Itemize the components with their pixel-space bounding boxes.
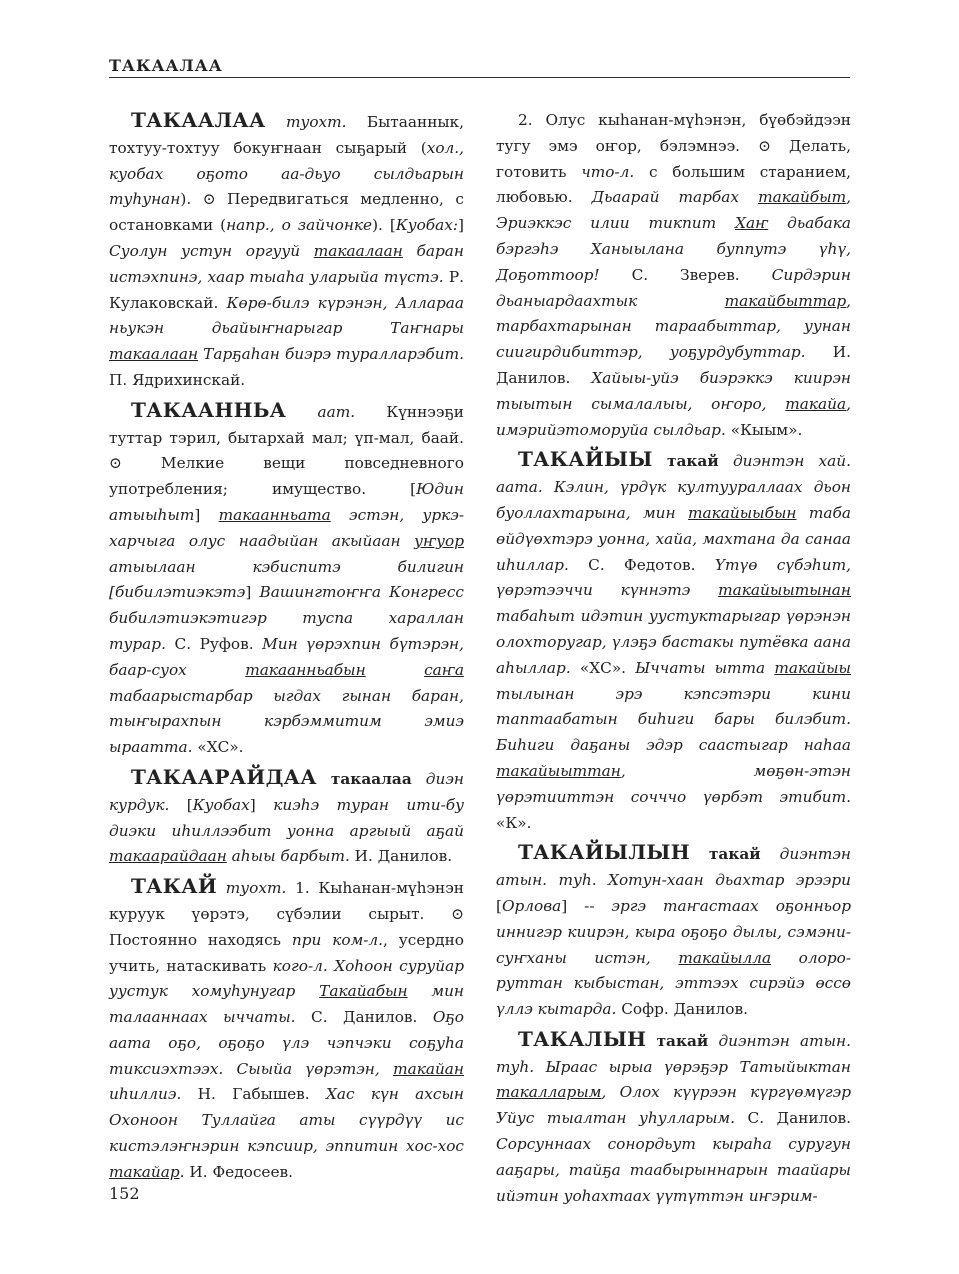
entry-text: Орлова <box>501 896 562 915</box>
entry-text: Н. Габышев. <box>181 1085 326 1104</box>
entry-text: Оҕо аата оҕо, оҕоҕо үлэ чэпчэки соҕуһа тиксиэхтээх. Сыыйа үөрэтэн, <box>109 1008 464 1078</box>
dictionary-entry <box>496 1027 851 1210</box>
dictionary-entry <box>496 447 851 836</box>
dictionary-entry <box>109 108 464 394</box>
entry-text: Күннээҕи туттар тэрил, бытархай мал; үп-мал, баай. ⊙ Мелкие вещи повседневного употребления; имущество. [ <box>109 402 464 499</box>
entry-text: иһиллиэ. <box>109 1085 182 1104</box>
underlined-example-word: такаанньабын <box>245 660 366 679</box>
entry-text: ] <box>194 505 219 524</box>
cross-reference: такай <box>656 1031 709 1050</box>
entry-text: [ <box>169 795 193 814</box>
entry-text: С. Руфов. <box>165 634 263 653</box>
entry-text: , Олох күүрээн күргүөмүгэр Уйус тыалтан уһулларым. <box>496 1083 851 1128</box>
entry-text: тылынан эрэ кэпсэтэри кини таптаабатын биһиги бары билэбит. Биһиги даҕаны эдэр саастыгар наһаа <box>496 684 851 755</box>
underlined-example-word: такаанньата <box>218 505 331 524</box>
entry-text: баран истэхпинэ, хаар тыаһа уларыйа түстэ. <box>109 241 464 286</box>
entry-text: Куобах: <box>395 216 459 235</box>
entry-text: Мин үөрэхпин бүтэрэн, баар-суох <box>109 634 464 679</box>
entry-text: кого-л. <box>272 956 328 975</box>
entry-text: эргэ таҥастаах оҕонньор иннигэр киирэн, кыра оҕоҕо дылы, сэмэни-суҥханы истэн, <box>496 896 851 967</box>
entry-text: при ком-л. <box>291 930 384 949</box>
underlined-example-word: такаалаан <box>109 345 199 364</box>
entry-text: С. Зверев. <box>599 265 772 284</box>
entry-text: атыылаан кэбиспитэ билигин [ <box>109 557 464 602</box>
underlined-example-word: такалларым <box>496 1083 602 1102</box>
entry-text: . <box>179 1162 185 1181</box>
underlined-example-word: такайар <box>109 1162 180 1181</box>
underlined-example-word: такайыы <box>774 658 852 677</box>
page-number: 152 <box>109 1184 140 1203</box>
entry-text: Хоһоон суруйар уустук хомуһунугар <box>109 956 464 1001</box>
dictionary-entry <box>109 765 464 870</box>
entry-text: , усердно учить, натаскивать <box>109 930 464 975</box>
entry-text: мин талааннаах ыччаты. <box>109 982 464 1027</box>
entry-text: киэһэ туран ити-бу диэки иһиллээбит уонна аргыый аҕай <box>109 795 464 840</box>
dictionary-entry <box>109 874 464 1186</box>
entry-text: И. Данилов. <box>496 343 851 387</box>
entry-text: Үтүө сүбэһит, үөрэтээччи күннэтэ <box>496 555 851 600</box>
underlined-example-word: саҥа <box>424 660 464 679</box>
entry-text: ). [ <box>372 216 396 235</box>
entry-text: табаарыстарбар ыгдах гынан баран, тыҥырахпын кэрбэммитим эмиэ ыраатта. <box>109 686 464 757</box>
entry-text: Көрө-билэ күрэнэн, Аллараа ньукэн дьайыҥнарыгар Таҥнары <box>109 293 464 338</box>
entry-text: Куобах <box>192 795 250 814</box>
headword: ТАКААРАЙДАА <box>131 764 317 789</box>
entry-text <box>366 661 424 679</box>
entry-text: ] <box>245 583 260 602</box>
entry-text: Бытааннык, тохтуу-тохтуу бокуҥнаан сыҕарый ( <box>109 113 464 157</box>
headword: ТАКАЛЫН <box>518 1026 647 1051</box>
underlined-example-word: такайыыбын <box>687 503 797 522</box>
underlined-example-word: уҥуор <box>414 531 464 550</box>
entry-text: Суолун устун оргууй <box>109 241 314 260</box>
entry-text <box>646 1032 656 1050</box>
entry-text <box>266 113 286 131</box>
entry-text: с большим старанием, любовью. <box>496 162 852 207</box>
underlined-example-word: такайан <box>393 1059 464 1078</box>
header-rule <box>109 77 850 78</box>
entry-text: ] -- <box>561 896 612 915</box>
entry-text: диэн курдук. <box>109 769 464 814</box>
running-head: ТАКААЛАА <box>109 56 223 75</box>
entry-text: ] <box>249 795 274 814</box>
cross-reference: такай <box>666 452 719 471</box>
entry-text: аһыы барбыт. <box>226 847 350 866</box>
entry-text: ). ⊙ Передвигаться медленно, с остановками ( <box>109 190 464 235</box>
entry-text <box>286 403 317 421</box>
entry-text: «К». <box>496 813 532 832</box>
entry-text <box>690 845 709 863</box>
underlined-example-word: такаалаан <box>313 241 403 260</box>
cross-reference: такаалаа <box>330 769 412 788</box>
entry-text: дьабака бэргэһэ Ханыылана буппутэ үһү, Доҕоттоор! <box>496 214 851 284</box>
underlined-example-word: такайылла <box>678 948 772 967</box>
entry-text: Софр. Данилов. <box>616 1000 748 1019</box>
entry-text: Дьаарай тарбах <box>591 188 759 207</box>
underlined-example-word: такайбыт <box>758 188 847 207</box>
entry-text: Сирдэрин дьаныардаахтык <box>496 265 851 310</box>
cross-reference: такай <box>708 845 761 864</box>
underlined-example-word: такайа <box>785 394 847 413</box>
entry-text: бибилэтиэкэтэ <box>114 583 246 602</box>
grammar-label: туохт. <box>225 879 287 898</box>
entry-text: «ХС». <box>192 738 244 757</box>
dictionary-entry <box>109 398 464 761</box>
entry-text: таба өйдүөхтэрэ уонна, хайа, махтана да санаа иһиллар. <box>496 503 851 574</box>
entry-text: эстэн, уркэ-харчыга олус наадыйан акыйаан <box>109 505 464 550</box>
entry-text: Хас күн ахсын Охоноон Туллайга аты сүүрдүү ис кистэлэҥнэрин кэпсиир, эппитин хос-хос <box>109 1085 465 1156</box>
entry-text: Р. Кулаковскай. <box>109 267 464 312</box>
headword: ТАКААЛАА <box>131 108 266 132</box>
grammar-label: аат. <box>317 402 356 421</box>
entry-text: С. Данилов. <box>734 1109 852 1128</box>
entry-text: Тарҕаһан биэрэ туралларэбит. <box>198 345 464 364</box>
entry-text <box>653 452 667 470</box>
entry-text: Ыччаты ытта <box>635 658 775 677</box>
underlined-example-word: такайыытынан <box>718 581 851 600</box>
entry-text: , мөҕөн-этэн үөрэтииттэн сочччо үөрбэт этибит. <box>496 761 851 806</box>
headword: ТАКАЙЫЛЫН <box>518 840 690 865</box>
grammar-label: туохт. <box>285 113 347 131</box>
entry-text: , тарбахтарынан тараабыттар, уунан сиигирдибиттэр, уоҕурдубуттар. <box>496 291 851 362</box>
entry-text: И. Данилов. <box>349 847 453 866</box>
entry-text: «Кыым». <box>725 420 803 439</box>
left-column <box>109 108 464 1190</box>
entry-text: [ <box>496 896 502 915</box>
dictionary-entry <box>496 840 851 1023</box>
entry-text: напр., о зайчонке <box>226 216 373 235</box>
entry-text: диэнтэн атын. туһ. Хотун-хаан дьахтар эрээри <box>496 845 851 890</box>
entry-text: С. Данилов. <box>295 1008 433 1027</box>
entry-text: диэнтэн атын. туһ. Ыраас ырыа үөрэҕэр Татыйыктан <box>496 1031 851 1076</box>
entry-text: 2. Олус кыһанан-мүһэнэн, бүөбэйдээн тугу эмэ оҥор, бэлэмнээ. ⊙ Делать, готовить <box>496 111 851 181</box>
entry-text: табаһыт идэтин уустуктарыгар үөрэнэн олохторугар, үлэҕэ бастакы путёвка аана аһыллар. <box>496 607 851 677</box>
entry-text <box>217 879 226 897</box>
right-column <box>496 108 851 1213</box>
entry-text: С. Федотов. <box>568 555 715 574</box>
entry-text <box>317 770 331 788</box>
underlined-example-word: такайбыттар <box>724 291 847 310</box>
underlined-example-word: Такайабын <box>319 982 408 1001</box>
entry-text: диэнтэн хай. аата. Кэлин, үрдүк култуураллаах дьон буоллахтарына, мин <box>496 452 851 522</box>
entry-text: хол., куобах оҕото аа-дьуо сылдьарын туһунан <box>109 138 464 209</box>
entry-text: Юдин атыыһыт <box>109 480 464 524</box>
underlined-example-word: Хаҥ <box>735 214 769 233</box>
entry-text: , имэрийэтоморуйа сылдьар. <box>496 394 851 439</box>
entry-text: Вашингтоҥҥа Конгресс бибилэтиэкэтигэр туспа хараллан турар. <box>109 583 464 653</box>
dictionary-entry <box>496 108 851 443</box>
entry-text: что-л. <box>581 162 635 181</box>
headword: ТАКАЙ <box>131 874 218 899</box>
headword: ТАКАЙЫЫ <box>518 447 653 472</box>
entry-text: И. Федосеев. <box>184 1162 293 1181</box>
entry-text: П. Ядрихинскай. <box>109 370 246 389</box>
underlined-example-word: такаарайдаан <box>109 847 227 866</box>
underlined-example-word: такайыыттан <box>496 761 621 780</box>
entry-text: Хайыы-уйэ биэрэккэ киирэн тыытын сымалалыы, оҥоро, <box>496 368 851 413</box>
entry-text: Сорсуннаах сонордьут кыраһа суругун ааҕары, тайҕа таабырыннарын таайары ийэтин уоһахтаах үүтүттэн иҥэрим- <box>496 1135 851 1205</box>
entry-text: «ХС». <box>570 658 636 677</box>
headword: ТАКААННЬА <box>131 397 287 422</box>
entry-text: олоро- руттан кыбыстан, эттээх сирэйэ өссө үллэ кытарда. <box>496 948 851 1019</box>
entry-text: 1. Кыһанан-мүһэнэн куруук үөрэтэ, сүбэлии сырыт. ⊙ Постоянно находясь <box>109 879 464 949</box>
entry-text: , Эриэккэс илии тикпит <box>496 188 851 233</box>
entry-text: ] <box>458 216 464 235</box>
